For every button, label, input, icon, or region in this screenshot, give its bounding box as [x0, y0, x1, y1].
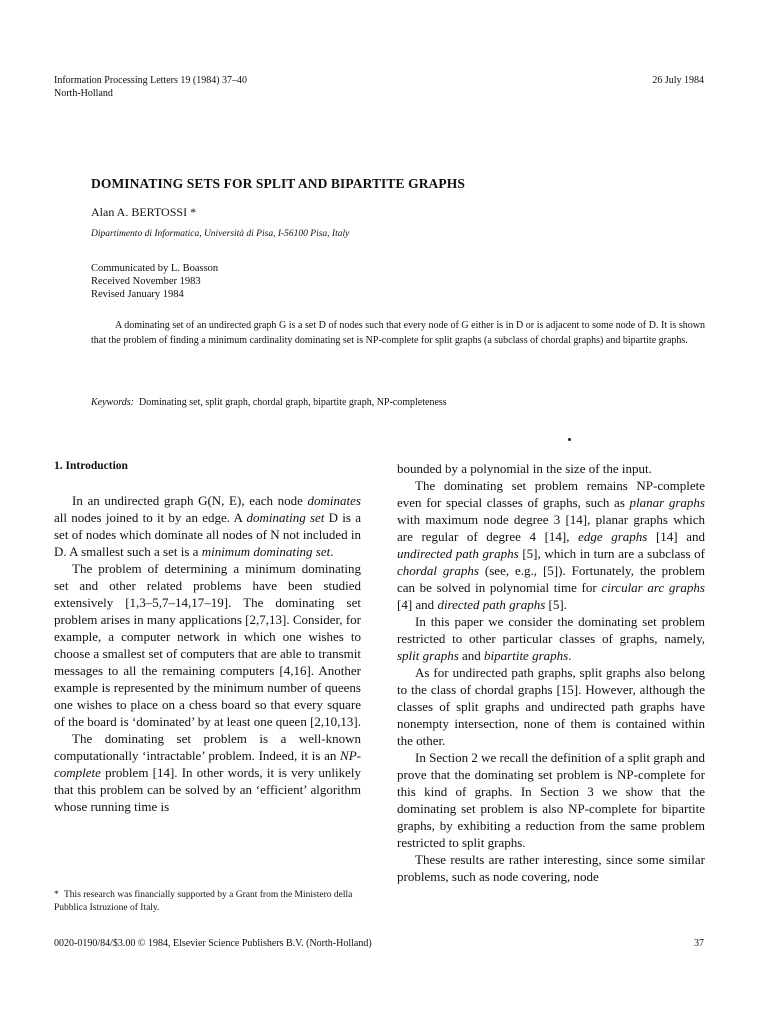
received-date: Received November 1983: [91, 276, 201, 287]
separator-dot: [568, 438, 571, 441]
revised-date: Revised January 1984: [91, 289, 184, 300]
paragraph: The dominating set problem remains NP-complete even for special classes of graphs, such as planar graphs with maximum node degree 3 [14], planar graphs which are regular of degree 4 [14], edge graphs [14] and undirected path graphs [5], which in turn are a subclass of chordal graphs (see, e.g., [5]). Fortunately, the problem can be solved in polynomial time for circular arc graphs [4] and directed path graphs [5].: [397, 478, 706, 612]
left-column: [54, 492, 361, 815]
right-column: [397, 460, 705, 885]
paper-title: DOMINATING SETS FOR SPLIT AND BIPARTITE GRAPHS: [91, 176, 465, 191]
copyright-line: 0020-0190/84/$3.00 © 1984, Elsevier Science Publishers B.V. (North-Holland): [54, 938, 372, 949]
paragraph: The dominating set problem is a well-known computationally ‘intractable’ problem. Indeed, it is an NP-complete problem [14]. In other words, it is very unlikely that this problem can be solved by an ‘efficient’ algorithm whose running time is: [54, 731, 361, 814]
communicated-by: Communicated by L. Boasson: [91, 263, 219, 274]
paragraph: The problem of determining a minimum dominating set and other related problems have been studied extensively [1,3–5,7–14,17–19]. The dominating set problem arises in many applications [2,7,13]. Consider, for example, a computer network in which one wishes to choose a smallest set of computers that are able to transmit messages to all the remaining computers [4,16]. Another example is represented by the minimum number of queens one wishes to place on a chess board so that every square of the board is ‘dominated’ by at least one queen [2,10,13].: [54, 561, 361, 729]
keywords-text: Dominating set, split graph, chordal graph, bipartite graph, NP-completeness: [138, 397, 447, 408]
paragraph: In Section 2 we recall the definition of a split graph and prove that the dominating set problem is NP-complete for this kind of graphs. In Section 3 we show that the dominating set problem is also NP-complete for bipartite graphs, by exhibiting a reduction from the same problem restricted to split graphs.: [397, 750, 705, 850]
footnote-mark: *: [54, 890, 59, 900]
paragraph: As for undirected path graphs, split graphs also belong to the class of chordal graphs [15]. However, although the classes of split graphs and undirected path graphs have nonempty intersection, none of them is contained within the other.: [397, 665, 705, 748]
affiliation: Dipartimento di Informatica, Università di Pisa, I-56100 Pisa, Italy: [91, 229, 350, 239]
page-number: 37: [694, 938, 704, 949]
abstract: A dominating set of an undirected graph G is a set D of nodes such that every node of G either is in D or is adjacent to some node of D. It is shown that the problem of finding a minimum cardinality dominating set is NP-complete for split graphs (a subclass of chordal graphs) and bipartite graphs.: [91, 320, 705, 346]
paragraph: In an undirected graph G(N, E), each node dominates all nodes joined to it by an edge. A dominating set D is a set of nodes which dominate all nodes of N not included in D. A smallest such a set is a minimum dominating set.: [54, 493, 361, 559]
journal-citation: Information Processing Letters 19 (1984) 37–40: [54, 75, 248, 86]
author: Alan A. BERTOSSI *: [91, 205, 197, 219]
footnote: [54, 889, 361, 915]
keywords-label: Keywords:: [91, 397, 134, 408]
issue-date: 26 July 1984: [652, 75, 704, 86]
paragraph: In this paper we consider the dominating set problem restricted to other particular classes of graphs, namely, split graphs and bipartite graphs.: [397, 614, 705, 663]
footnote-text: This research was financially supported by a Grant from the Ministero della Pubblica Istruzione of Italy.: [54, 890, 353, 913]
submission-history: [91, 262, 218, 301]
keywords: [91, 397, 447, 408]
paragraph: These results are rather interesting, since some similar problems, such as node covering, node: [397, 852, 705, 884]
publisher: North-Holland: [54, 88, 113, 99]
paragraph-continuation: bounded by a polynomial in the size of the input.: [397, 461, 652, 476]
section-heading: 1. Introduction: [54, 460, 128, 472]
